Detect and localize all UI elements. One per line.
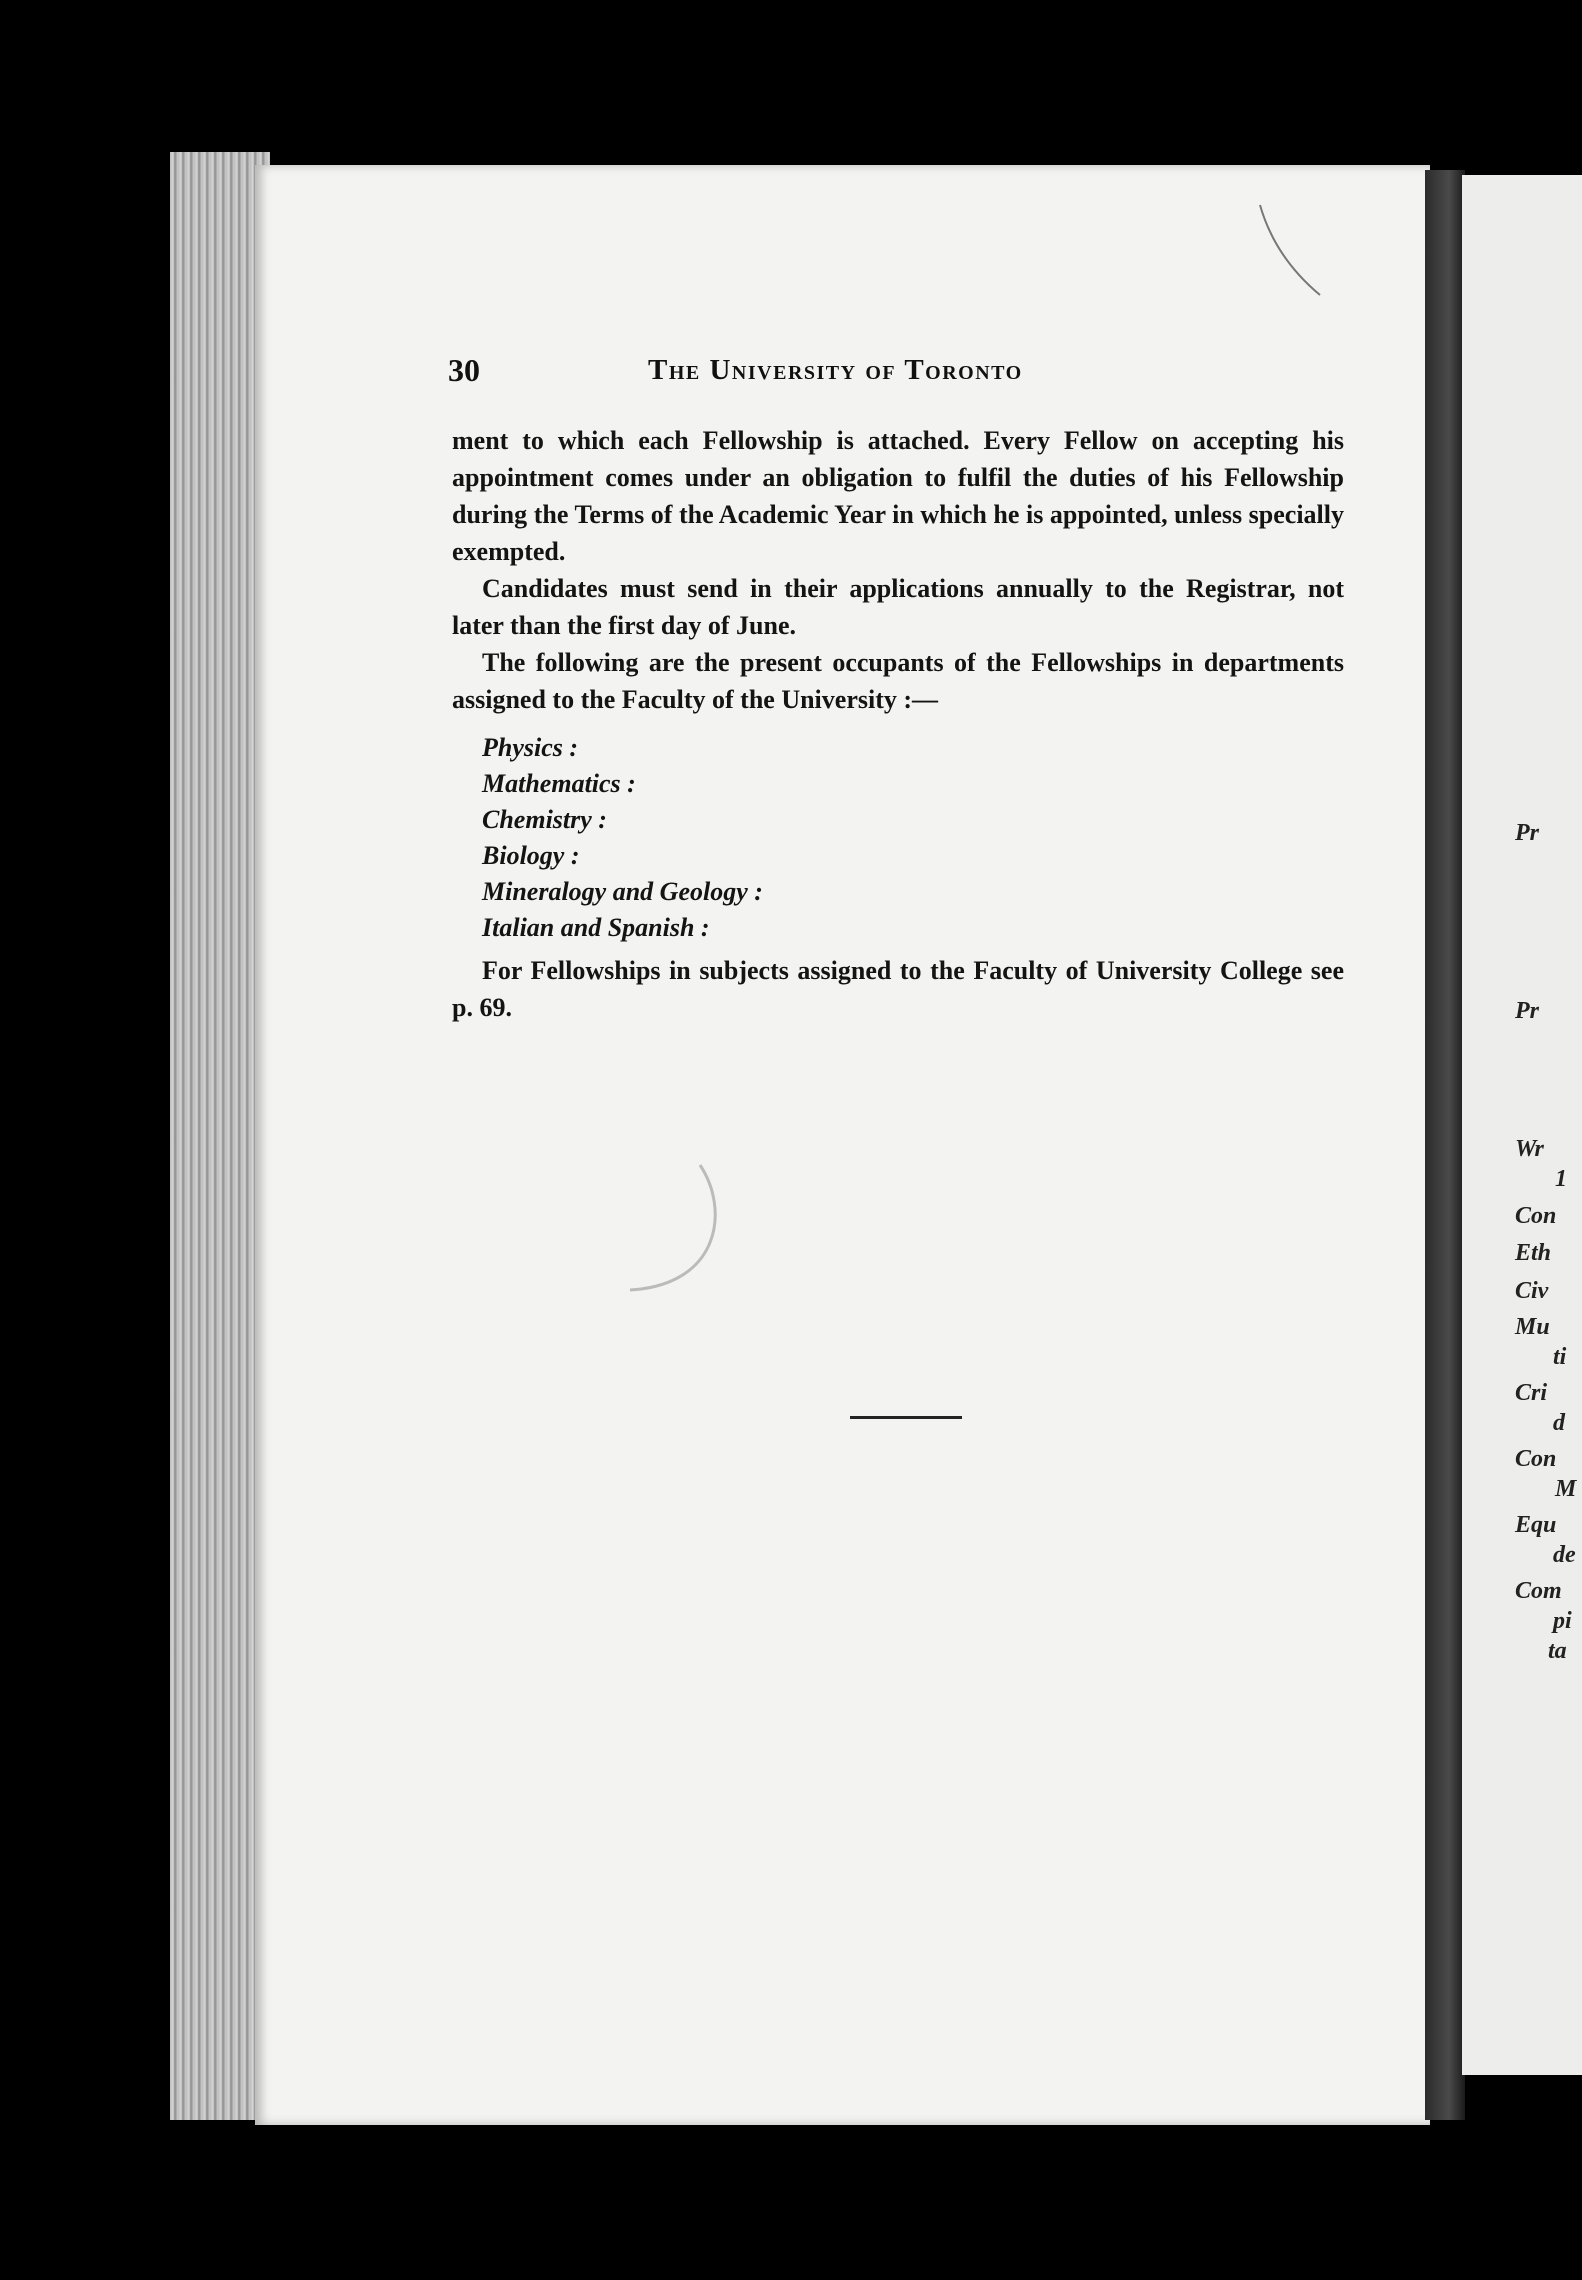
page-body (452, 422, 1344, 1026)
facing-fragment: Cri (1515, 1380, 1548, 1406)
page-number: 30 (448, 352, 480, 388)
facing-fragment: Civ (1515, 1278, 1549, 1304)
body-paragraph-4: For Fellowships in subjects assigned to the Faculty of University College see p. 69. (452, 956, 1344, 1022)
subject-item-chemistry: Chemistry : (482, 805, 607, 834)
subject-item-physics: Physics : (482, 733, 579, 762)
body-paragraph-3: The following are the present occupants of the Fellowships in departments assigned to the Faculty of the University :— (452, 648, 1344, 714)
subject-item-mathematics: Mathematics : (482, 769, 636, 798)
facing-fragment: Con (1515, 1203, 1557, 1229)
page-header (448, 352, 1148, 394)
facing-fragment: de (1553, 1542, 1576, 1568)
pencil-arc-mark (625, 1160, 735, 1300)
facing-fragment: ta (1548, 1638, 1567, 1664)
facing-fragment: 1 (1555, 1166, 1567, 1192)
facing-fragment: Mu (1515, 1314, 1550, 1340)
facing-fragment: pi (1553, 1608, 1572, 1634)
facing-fragment: Eth (1515, 1240, 1552, 1266)
subject-item-mineralogy-geology: Mineralogy and Geology : (482, 877, 763, 906)
body-paragraph-2: Candidates must send in their applications annually to the Registrar, not later than the first day of June. (452, 574, 1344, 640)
facing-fragment: M (1555, 1476, 1577, 1502)
facing-fragment: Pr (1515, 998, 1539, 1024)
end-rule (850, 1416, 962, 1419)
subject-item-italian-spanish: Italian and Spanish : (482, 913, 710, 942)
facing-fragment: Con (1515, 1446, 1557, 1472)
facing-fragment: ti (1553, 1344, 1567, 1370)
facing-fragment: Pr (1515, 820, 1539, 846)
facing-fragment: d (1553, 1410, 1565, 1436)
subject-item-biology: Biology : (482, 841, 580, 870)
book-gutter-shadow (1425, 170, 1465, 2120)
facing-fragment: Com (1515, 1578, 1562, 1604)
facing-page (1462, 175, 1582, 2075)
facing-fragment: Wr (1515, 1136, 1544, 1162)
facing-fragment: Equ (1515, 1512, 1557, 1538)
fellowship-subject-list (482, 730, 1344, 946)
pencil-stroke-mark (1255, 200, 1325, 300)
running-title: The University of Toronto (648, 354, 1023, 386)
body-paragraph-1: ment to which each Fellowship is attached. Every Fellow on accepting his appointment comes under an obligation to fulfil the duties of his Fellowship during the Terms of the Academic Year in which he is appointed, unless specially exempted. (452, 426, 1344, 566)
